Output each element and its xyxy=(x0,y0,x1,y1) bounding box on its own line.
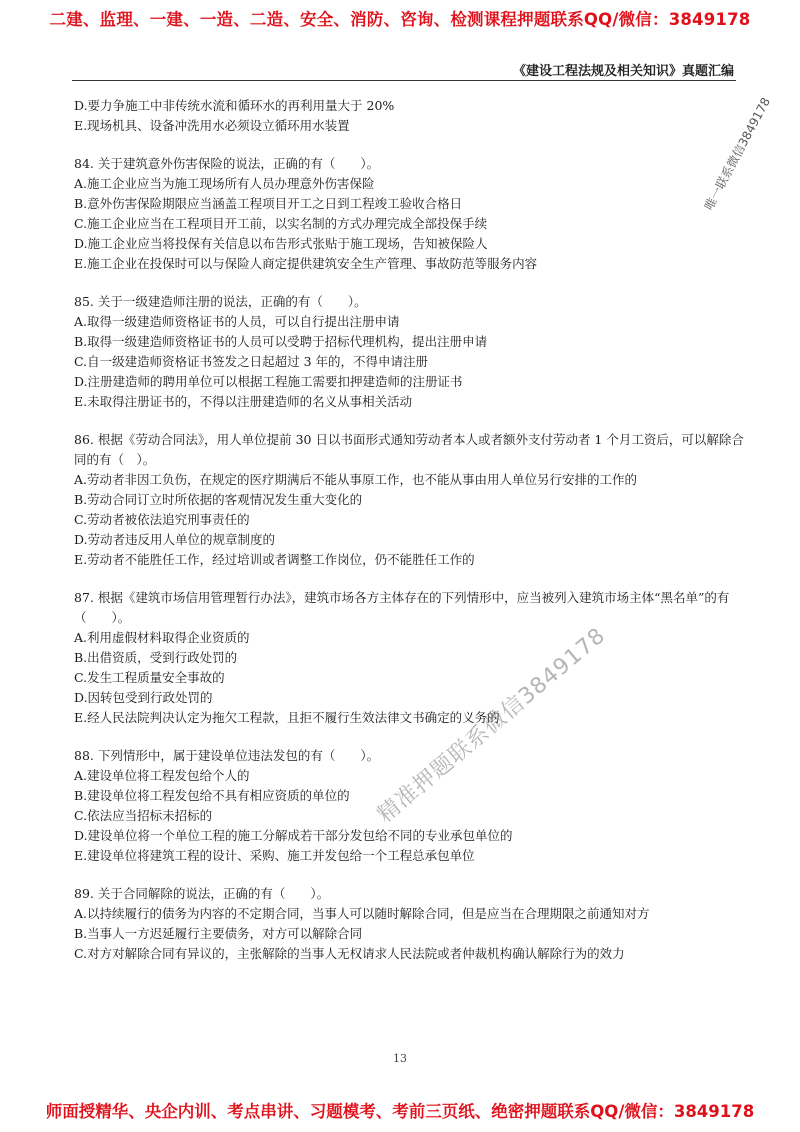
question-87 xyxy=(74,588,744,728)
question-84 xyxy=(74,154,744,274)
option-d: D.劳动者违反用人单位的规章制度的 xyxy=(74,532,276,547)
option-d: D.建设单位将一个单位工程的施工分解成若干部分发包给不同的专业承包单位的 xyxy=(74,828,513,843)
option-b: B.取得一级建造师资格证书的人员可以受聘于招标代理机构，提出注册申请 xyxy=(74,334,488,349)
question-85 xyxy=(74,292,744,412)
option-c: C.施工企业应当在工程项目开工前，以实名制的方式办理完成全部投保手续 xyxy=(74,216,488,231)
option-a: A.劳动者非因工负伤，在规定的医疗期满后不能从事原工作，也不能从事由用人单位另行安排的工作的 xyxy=(74,472,638,487)
page-number: 13 xyxy=(393,1052,407,1065)
question-89 xyxy=(74,884,744,964)
bottom-banner: 师面授精华、央企内训、考点串讲、习题模考、考前三页纸、绝密押题联系QQ/微信：3849178 xyxy=(45,1102,755,1121)
question-stem: 85. 关于一级建造师注册的说法，正确的有（ ）。 xyxy=(74,294,367,309)
option-b: B.建设单位将工程发包给不具有相应资质的单位的 xyxy=(74,788,350,803)
option-e: E.经人民法院判决认定为拖欠工程款，且拒不履行生效法律文书确定的义务的 xyxy=(74,710,500,725)
watermark-large: 精准押题联系微信3849178 xyxy=(373,623,611,828)
question-86 xyxy=(74,430,744,570)
option-b: B.劳动合同订立时所依据的客观情况发生重大变化的 xyxy=(74,492,363,507)
option-line: D.要力争施工中非传统水流和循环水的再利用量大于 20% xyxy=(74,98,395,113)
option-c: C.对方对解除合同有异议的，主张解除的当事人无权请求人民法院或者仲裁机构确认解除行为的效力 xyxy=(74,946,625,961)
header-rule xyxy=(72,80,736,81)
top-banner: 二建、监理、一建、一造、二造、安全、消防、咨询、检测课程押题联系QQ/微信：3849178 xyxy=(49,10,751,29)
option-c: C.劳动者被依法追究刑事责任的 xyxy=(74,512,250,527)
question-stem: 84. 关于建筑意外伤害保险的说法，正确的有（ ）。 xyxy=(74,156,380,171)
option-line: E.现场机具、设备冲洗用水必须设立循环用水装置 xyxy=(74,118,350,133)
option-a: A.施工企业应当为施工现场所有人员办理意外伤害保险 xyxy=(74,176,375,191)
option-e: E.劳动者不能胜任工作，经过培训或者调整工作岗位，仍不能胜任工作的 xyxy=(74,552,475,567)
option-c: C.依法应当招标未招标的 xyxy=(74,808,213,823)
book-title: 《建设工程法规及相关知识》真题汇编 xyxy=(512,64,734,79)
question-stem: 89. 关于合同解除的说法，正确的有（ ）。 xyxy=(74,886,330,901)
option-d: D.注册建造师的聘用单位可以根据工程施工需要扣押建造师的注册证书 xyxy=(74,374,463,389)
option-b: B.当事人一方迟延履行主要债务，对方可以解除合同 xyxy=(74,926,363,941)
option-b: B.意外伤害保险期限应当涵盖工程项目开工之日到工程竣工验收合格日 xyxy=(74,196,463,211)
question-stem: 88. 下列情形中，属于建设单位违法发包的有（ ）。 xyxy=(74,748,380,763)
option-a: A.利用虚假材料取得企业资质的 xyxy=(74,630,250,645)
watermark-small: 唯一联系微信3849178 xyxy=(701,95,774,213)
option-d: D.因转包受到行政处罚的 xyxy=(74,690,213,705)
option-a: A.取得一级建造师资格证书的人员，可以自行提出注册申请 xyxy=(74,314,400,329)
option-a: A.建设单位将工程发包给个人的 xyxy=(74,768,250,783)
option-e: E.建设单位将建筑工程的设计、采购、施工并发包给一个工程总承包单位 xyxy=(74,848,475,863)
option-c: C.自一级建造师资格证书签发之日起超过 3 年的，不得申请注册 xyxy=(74,354,428,369)
question-stem: 86. 根据《劳动合同法》，用人单位提前 30 日以书面形式通知劳动者本人或者额外支付劳动者 1 个月工资后，可以解除合同的有（ ）。 xyxy=(74,432,744,467)
option-c: C.发生工程质量安全事故的 xyxy=(74,670,225,685)
question-stem: 87. 根据《建筑市场信用管理暂行办法》，建筑市场各方主体存在的下列情形中，应当被列入建筑市场主体“黑名单”的有（ ）。 xyxy=(74,590,730,625)
page-content xyxy=(74,96,744,964)
continued-options xyxy=(74,96,744,136)
option-d: D.施工企业应当将投保有关信息以布告形式张贴于施工现场，告知被保险人 xyxy=(74,236,488,251)
option-b: B.出借资质，受到行政处罚的 xyxy=(74,650,238,665)
option-e: E.未取得注册证书的，不得以注册建造师的名义从事相关活动 xyxy=(74,394,413,409)
option-e: E.施工企业在投保时可以与保险人商定提供建筑安全生产管理、事故防范等服务内容 xyxy=(74,256,538,271)
option-a: A.以持续履行的债务为内容的不定期合同，当事人可以随时解除合同，但是应当在合理期限之前通知对方 xyxy=(74,906,650,921)
